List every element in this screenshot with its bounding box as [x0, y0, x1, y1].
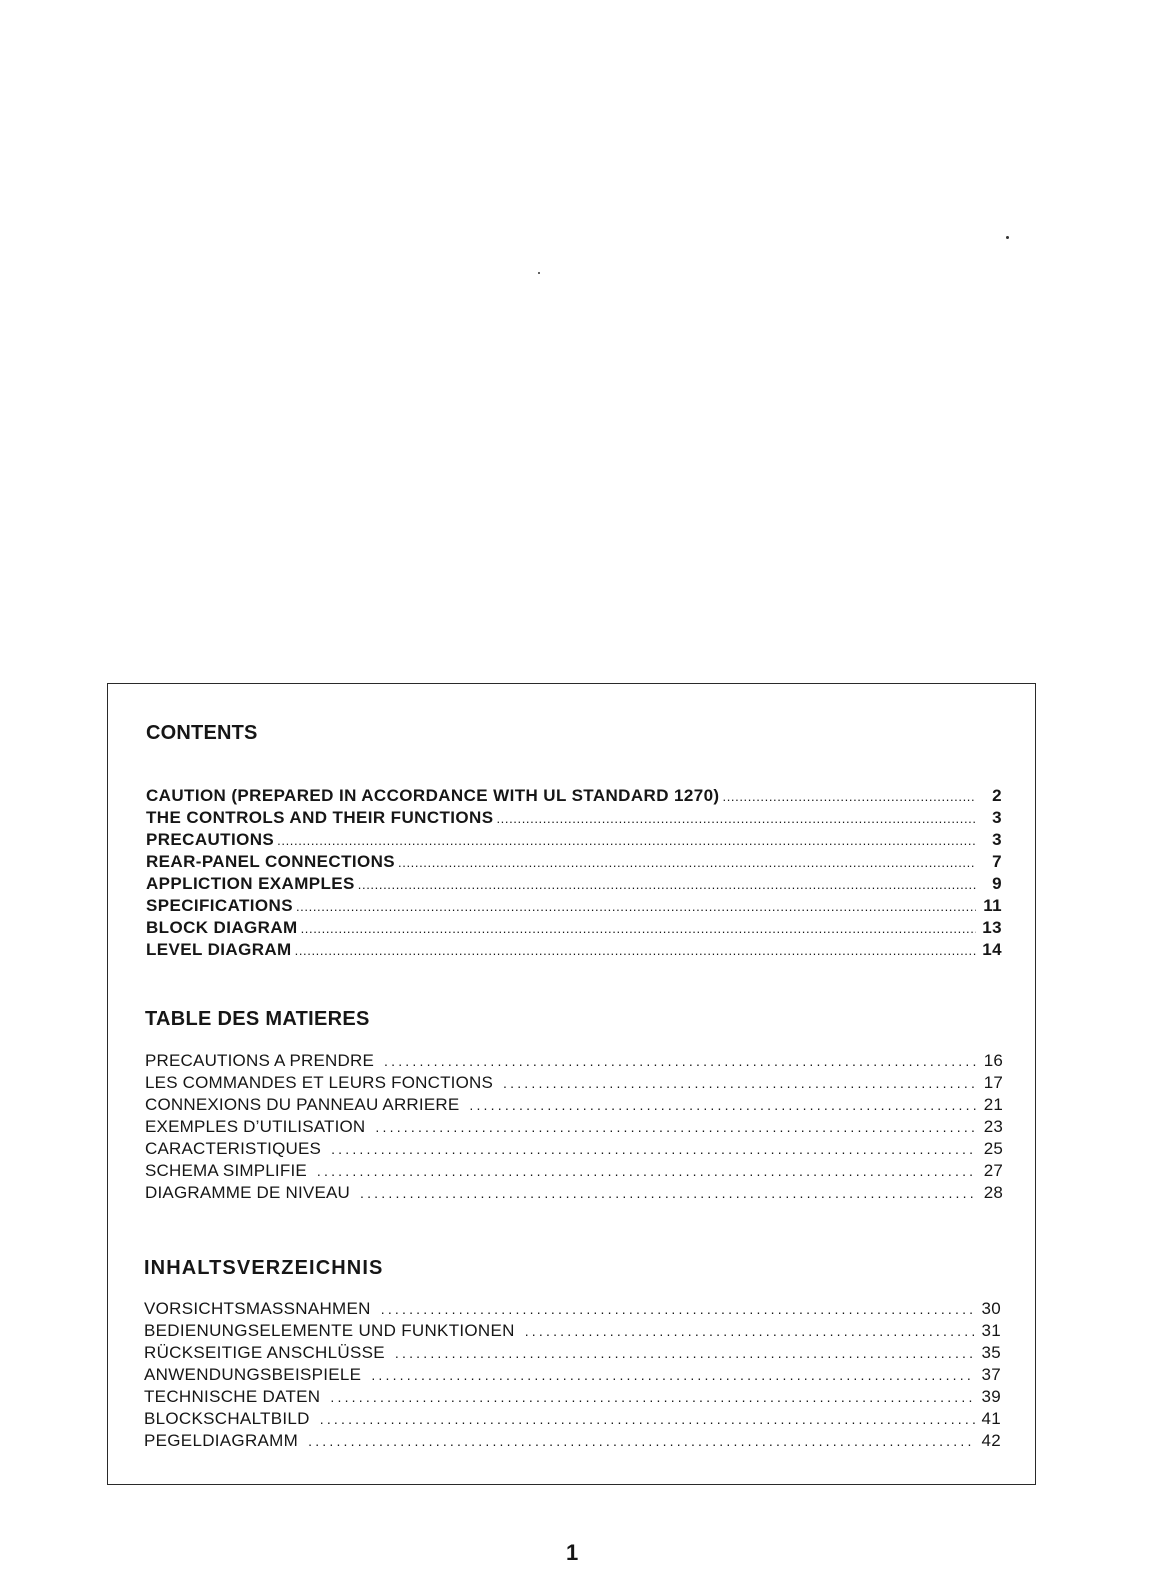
toc-item-page: 35: [981, 1343, 1001, 1362]
dot-leader: [330, 1386, 975, 1408]
dot-leader: [525, 1320, 975, 1342]
contents-section-english: [146, 721, 1002, 961]
contents-box: [107, 683, 1036, 1485]
toc-item-title: BLOCK DIAGRAM: [146, 918, 298, 937]
scan-speck: [538, 272, 540, 274]
toc-item-title: PRECAUTIONS: [146, 830, 275, 849]
toc-item-page: 31: [981, 1321, 1001, 1340]
toc-item-diagramme[interactable]: [145, 1182, 1003, 1204]
toc-list-french: [145, 1050, 1003, 1204]
scan-speck: [1006, 236, 1009, 239]
dot-leader: [317, 1160, 977, 1182]
toc-item-page: 17: [983, 1073, 1003, 1092]
toc-item-page: 41: [981, 1409, 1001, 1428]
dot-leader: [384, 1050, 977, 1072]
toc-item-title: LES COMMANDES ET LEURS FONCTIONS: [145, 1073, 494, 1092]
toc-item-title: BEDIENUNGSELEMENTE UND FUNKTIONEN: [144, 1321, 515, 1340]
toc-item-page: 21: [983, 1095, 1003, 1114]
dot-leader: [398, 852, 976, 874]
toc-item-schema[interactable]: [145, 1160, 1003, 1182]
toc-item-title: ANWENDUNGSBEISPIELE: [144, 1365, 362, 1384]
section-title-contents: CONTENTS: [146, 722, 258, 744]
dot-leader: [395, 1342, 975, 1364]
dot-leader: [277, 830, 976, 852]
toc-item-page: 42: [981, 1431, 1001, 1450]
toc-item-pegeldiagramm[interactable]: [144, 1430, 1001, 1452]
toc-item-page: 3: [992, 830, 1002, 849]
dot-leader: [375, 1116, 977, 1138]
dot-leader: [331, 1138, 977, 1160]
toc-item-title: THE CONTROLS AND THEIR FUNCTIONS: [146, 808, 494, 827]
toc-item-block-diagram[interactable]: [146, 917, 1002, 939]
toc-item-page: 9: [992, 874, 1002, 893]
toc-item-page: 30: [981, 1299, 1001, 1318]
toc-item-page: 7: [992, 852, 1002, 871]
toc-item-title: CARACTERISTIQUES: [145, 1139, 322, 1158]
toc-item-bedienungselemente[interactable]: [144, 1320, 1001, 1342]
toc-item-page: 2: [992, 786, 1002, 805]
toc-item-title: CAUTION (PREPARED IN ACCORDANCE WITH UL STANDARD 1270): [146, 786, 720, 805]
toc-item-commandes[interactable]: [145, 1072, 1003, 1094]
toc-item-page: 27: [983, 1161, 1003, 1180]
dot-leader: [320, 1408, 975, 1430]
toc-item-title: TECHNISCHE DATEN: [144, 1387, 321, 1406]
toc-item-title: EXEMPLES D’UTILISATION: [145, 1117, 366, 1136]
toc-item-vorsichtsmassnahmen[interactable]: [144, 1298, 1001, 1320]
toc-item-precautions[interactable]: [146, 829, 1002, 851]
section-title-inhaltsverzeichnis: INHALTSVERZEICHNIS: [144, 1257, 384, 1279]
toc-item-caution[interactable]: [146, 785, 1002, 807]
toc-item-title: RÜCKSEITIGE ANSCHLÜSSE: [144, 1343, 385, 1362]
toc-item-anwendungsbeispiele[interactable]: [144, 1364, 1001, 1386]
toc-item-title: BLOCKSCHALTBILD: [144, 1409, 310, 1428]
toc-item-title: APPLICTION EXAMPLES: [146, 874, 355, 893]
dot-leader: [496, 808, 976, 830]
toc-item-title: VORSICHTSMASSNAHMEN: [144, 1299, 371, 1318]
dot-leader: [723, 786, 977, 808]
dot-leader: [360, 1182, 977, 1204]
dot-leader: [469, 1094, 977, 1116]
dot-leader: [301, 918, 976, 940]
dot-leader: [296, 896, 976, 918]
dot-leader: [371, 1364, 975, 1386]
toc-item-page: 11: [983, 896, 1002, 915]
toc-item-title: REAR-PANEL CONNECTIONS: [146, 852, 396, 871]
toc-item-page: 37: [981, 1365, 1001, 1384]
toc-item-page: 25: [983, 1139, 1003, 1158]
toc-item-caracteristiques[interactable]: [145, 1138, 1003, 1160]
toc-item-page: 23: [983, 1117, 1003, 1136]
toc-item-precautions-a-prendre[interactable]: [145, 1050, 1003, 1072]
toc-item-level-diagram[interactable]: [146, 939, 1002, 961]
toc-item-exemples[interactable]: [145, 1116, 1003, 1138]
toc-item-title: LEVEL DIAGRAM: [146, 940, 292, 959]
toc-item-page: 39: [981, 1387, 1001, 1406]
toc-item-rear-panel[interactable]: [146, 851, 1002, 873]
toc-item-title: DIAGRAMME DE NIVEAU: [145, 1183, 350, 1202]
toc-item-page: 28: [983, 1183, 1003, 1202]
section-title-table-des-matieres: TABLE DES MATIERES: [145, 1008, 370, 1030]
toc-item-connexions[interactable]: [145, 1094, 1003, 1116]
contents-section-german: [144, 1256, 1001, 1452]
toc-item-page: 3: [992, 808, 1002, 827]
toc-item-title: SCHEMA SIMPLIFIE: [145, 1161, 307, 1180]
toc-item-title: PEGELDIAGRAMM: [144, 1431, 299, 1450]
toc-item-technische-daten[interactable]: [144, 1386, 1001, 1408]
toc-item-page: 16: [983, 1051, 1003, 1070]
toc-item-blockschaltbild[interactable]: [144, 1408, 1001, 1430]
dot-leader: [503, 1072, 977, 1094]
toc-item-page: 13: [982, 918, 1002, 937]
dot-leader: [308, 1430, 975, 1452]
toc-list-english: [146, 785, 1002, 961]
dot-leader: [295, 940, 976, 962]
dot-leader: [381, 1298, 975, 1320]
toc-item-title: SPECIFICATIONS: [146, 896, 293, 915]
toc-item-title: CONNEXIONS DU PANNEAU ARRIERE: [145, 1095, 460, 1114]
page-number: 1: [566, 1540, 579, 1565]
toc-item-specifications[interactable]: [146, 895, 1002, 917]
toc-item-page: 14: [982, 940, 1002, 959]
contents-section-french: [145, 1007, 1003, 1204]
toc-list-german: [144, 1298, 1001, 1452]
toc-item-controls[interactable]: [146, 807, 1002, 829]
toc-item-application-examples[interactable]: [146, 873, 1002, 895]
toc-item-title: PRECAUTIONS A PRENDRE: [145, 1051, 375, 1070]
toc-item-anschluesse[interactable]: [144, 1342, 1001, 1364]
dot-leader: [358, 874, 976, 896]
